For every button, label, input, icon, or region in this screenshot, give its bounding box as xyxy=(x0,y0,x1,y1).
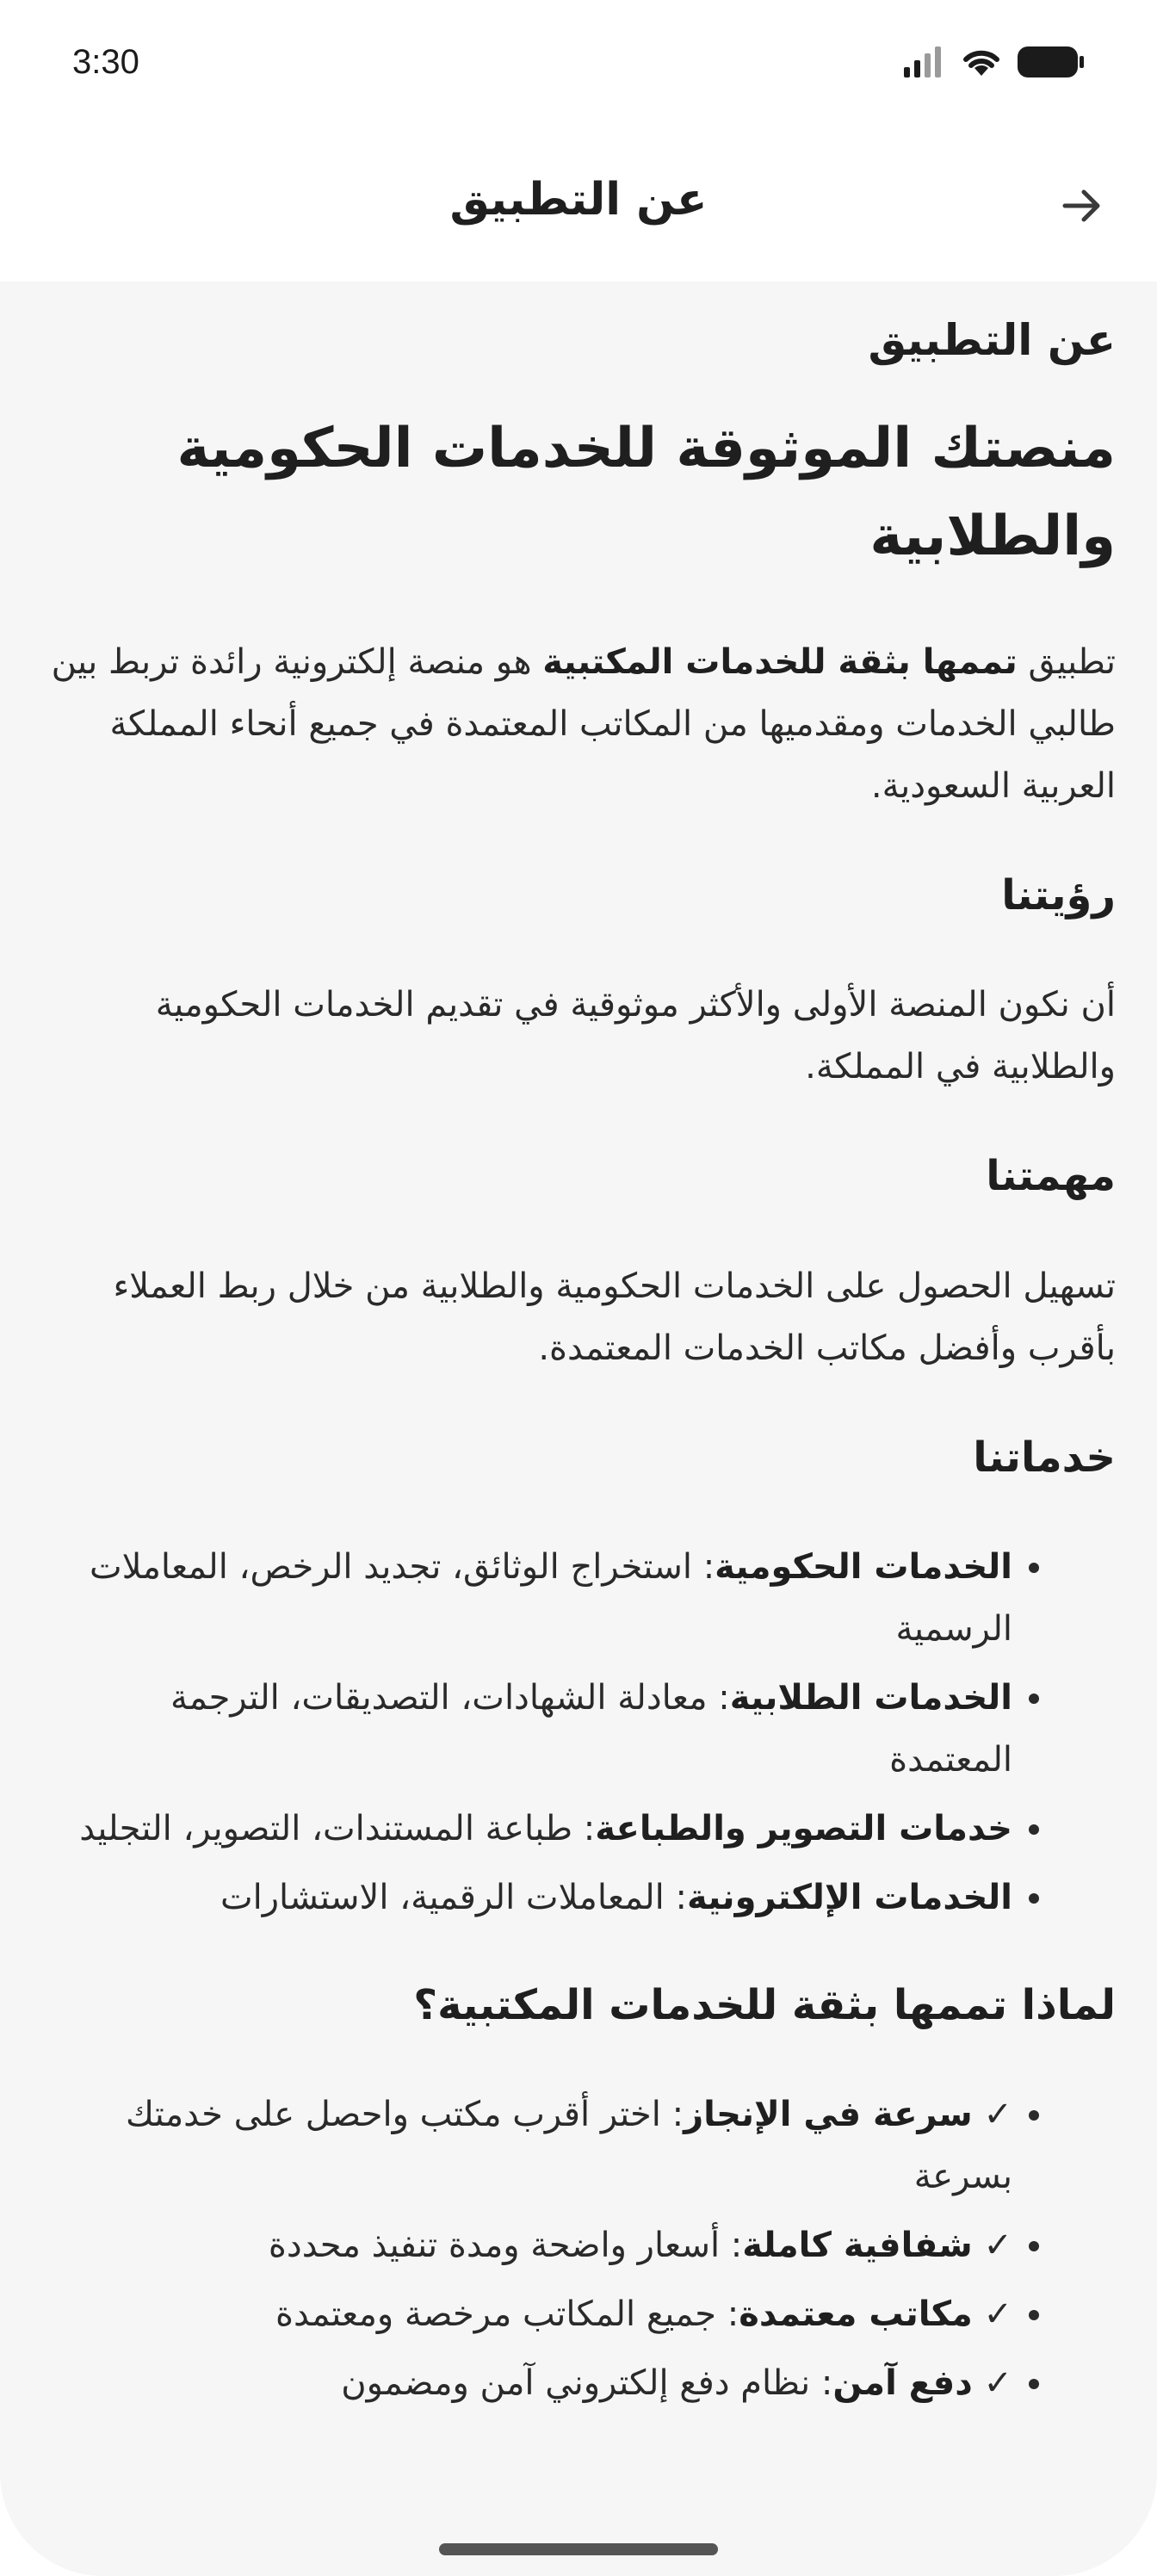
service-desc: : المعاملات الرقمية، الاستشارات xyxy=(220,1877,687,1917)
mission-title: مهمتنا xyxy=(986,1152,1116,1201)
check-icon: ✓ xyxy=(972,2363,1012,2404)
list-item xyxy=(41,2352,1012,2414)
arrow-right-icon xyxy=(1058,182,1106,233)
list-item xyxy=(41,1536,1012,1660)
battery-icon xyxy=(1016,45,1085,83)
feature-name: دفع آمن xyxy=(832,2363,973,2404)
home-indicator[interactable] xyxy=(439,2543,718,2555)
intro-suffix: هو منصة إلكترونية رائدة تربط بين طالبي الخدمات ومقدميها من المكاتب المعتمدة في جميع أنحاء المملكة العربية السعودية. xyxy=(51,641,1116,806)
list-item xyxy=(41,2214,1012,2276)
list-item xyxy=(41,1667,1012,1791)
service-desc: : معادلة الشهادات، التصديقات، الترجمة المعتمدة xyxy=(170,1677,1012,1780)
list-item xyxy=(41,1867,1012,1929)
signal-icon xyxy=(902,45,947,83)
service-name: الخدمات الطلابية xyxy=(729,1677,1012,1718)
mission-text: تسهيل الحصول على الخدمات الحكومية والطلابية من خلال ربط العملاء بأقرب وأفضل مكاتب الخدمات المعتمدة. xyxy=(113,1266,1116,1368)
feature-desc: : جميع المكاتب مرخصة ومعتمدة xyxy=(275,2294,739,2335)
status-bar xyxy=(0,0,1157,129)
about-content xyxy=(0,282,1157,2464)
feature-name: مكاتب معتمدة xyxy=(739,2294,973,2335)
section-label: عن التطبيق xyxy=(868,315,1116,365)
feature-desc: : أسعار واضحة ومدة تنفيذ محددة xyxy=(268,2226,743,2266)
brand-name: تممها بثقة للخدمات المكتبية xyxy=(542,641,1018,682)
why-list xyxy=(41,2084,1116,2414)
service-desc: : استخراج الوثائق، تجديد الرخص، المعاملات الرسمية xyxy=(89,1546,1012,1649)
feature-name: سرعة في الإنجاز xyxy=(684,2095,973,2135)
status-time: 3:30 xyxy=(72,43,139,81)
services-list xyxy=(41,1536,1116,1929)
feature-desc: : اختر أقرب مكتب واحصل على خدمتك بسرعة xyxy=(125,2095,1012,2197)
list-item xyxy=(41,2283,1012,2345)
service-name: خدمات التصوير والطباعة xyxy=(595,1808,1012,1848)
feature-desc: : نظام دفع إلكتروني آمن ومضمون xyxy=(341,2363,833,2404)
services-title: خدماتنا xyxy=(973,1433,1116,1482)
service-desc: : طباعة المستندات، التصوير، التجليد xyxy=(79,1808,596,1848)
status-icons xyxy=(902,45,1085,83)
intro-prefix: تطبيق xyxy=(1017,641,1116,682)
feature-name: شفافية كاملة xyxy=(742,2226,973,2266)
why-title: لماذا تممها بثقة للخدمات المكتبية؟ xyxy=(413,1980,1116,2029)
check-icon: ✓ xyxy=(972,2294,1012,2335)
hero-title: منصتك الموثوقة للخدمات الحكومية والطلابية xyxy=(176,417,1116,569)
vision-title: رؤيتنا xyxy=(1001,870,1116,920)
app-bar xyxy=(0,129,1157,282)
back-button[interactable] xyxy=(1052,177,1112,238)
list-item xyxy=(41,1798,1012,1860)
check-icon: ✓ xyxy=(972,2226,1012,2266)
service-name: الخدمات الإلكترونية xyxy=(686,1877,1012,1917)
vision-text: أن نكون المنصة الأولى والأكثر موثوقية في تقديم الخدمات الحكومية والطلابية في المملكة. xyxy=(155,985,1116,1087)
service-name: الخدمات الحكومية xyxy=(715,1546,1012,1587)
list-item xyxy=(41,2084,1012,2208)
check-icon: ✓ xyxy=(972,2095,1012,2135)
wifi-icon xyxy=(961,45,1002,83)
intro-paragraph xyxy=(41,631,1116,817)
page-title: عن التطبيق xyxy=(449,174,708,226)
